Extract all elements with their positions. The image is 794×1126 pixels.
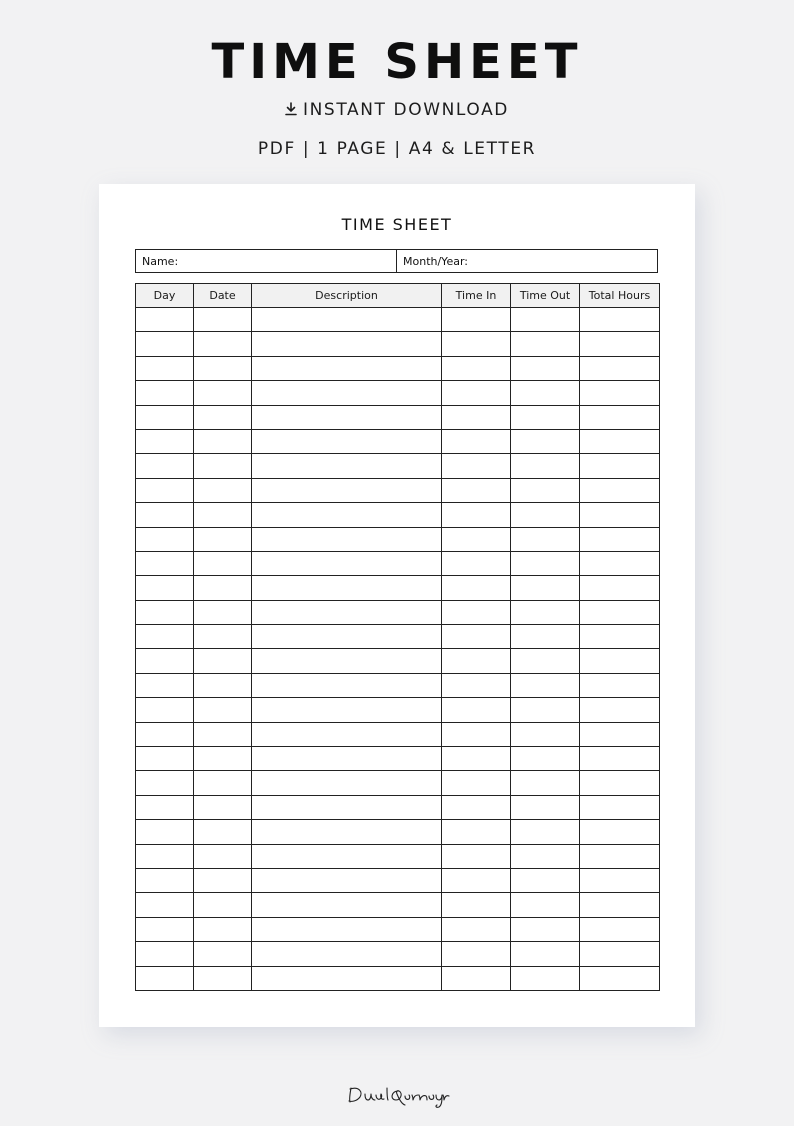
cell-date: [194, 868, 252, 892]
cell-total-hours: [580, 332, 660, 356]
cell-day: [136, 405, 194, 429]
cell-time-in: [442, 698, 511, 722]
cell-day: [136, 966, 194, 990]
table-header-row: [136, 284, 660, 308]
cell-description: [252, 454, 442, 478]
cell-date: [194, 649, 252, 673]
cell-date: [194, 332, 252, 356]
cell-total-hours: [580, 820, 660, 844]
cell-time-out: [511, 381, 580, 405]
cell-time-in: [442, 942, 511, 966]
table-row: [136, 917, 660, 941]
cell-time-in: [442, 332, 511, 356]
cell-day: [136, 429, 194, 453]
table-row: [136, 332, 660, 356]
timesheet-table: [135, 283, 660, 991]
table-row: [136, 844, 660, 868]
cell-total-hours: [580, 405, 660, 429]
cell-time-in: [442, 673, 511, 697]
cell-time-in: [442, 308, 511, 332]
column-header-date: Date: [194, 284, 252, 308]
main-title: TIME SHEET: [211, 34, 583, 90]
cell-total-hours: [580, 868, 660, 892]
cell-description: [252, 942, 442, 966]
cell-description: [252, 332, 442, 356]
column-header-time-out: Time Out: [511, 284, 580, 308]
cell-day: [136, 625, 194, 649]
cell-total-hours: [580, 381, 660, 405]
cell-description: [252, 308, 442, 332]
cell-total-hours: [580, 625, 660, 649]
column-header-total-hours: Total Hours: [580, 284, 660, 308]
table-row: [136, 966, 660, 990]
cell-time-in: [442, 625, 511, 649]
cell-description: [252, 503, 442, 527]
cell-date: [194, 698, 252, 722]
cell-time-out: [511, 844, 580, 868]
cell-day: [136, 478, 194, 502]
cell-day: [136, 673, 194, 697]
table-row: [136, 795, 660, 819]
table-body: [136, 308, 660, 991]
table-row: [136, 551, 660, 575]
cell-time-out: [511, 478, 580, 502]
cell-day: [136, 527, 194, 551]
cell-total-hours: [580, 454, 660, 478]
cell-description: [252, 625, 442, 649]
table-row: [136, 576, 660, 600]
cell-description: [252, 405, 442, 429]
cell-time-out: [511, 551, 580, 575]
cell-time-out: [511, 600, 580, 624]
cell-date: [194, 795, 252, 819]
cell-time-out: [511, 308, 580, 332]
download-icon: [285, 102, 297, 116]
table-row: [136, 405, 660, 429]
cell-date: [194, 478, 252, 502]
instant-download-line: [0, 100, 794, 120]
timesheet-title: TIME SHEET: [341, 215, 453, 234]
table-row: [136, 673, 660, 697]
cell-date: [194, 356, 252, 380]
cell-date: [194, 576, 252, 600]
cell-time-in: [442, 795, 511, 819]
cell-total-hours: [580, 527, 660, 551]
cell-time-in: [442, 747, 511, 771]
cell-time-out: [511, 405, 580, 429]
cell-time-in: [442, 551, 511, 575]
cell-date: [194, 503, 252, 527]
cell-time-in: [442, 600, 511, 624]
cell-description: [252, 478, 442, 502]
cell-date: [194, 722, 252, 746]
month-year-field: Month/Year:: [396, 250, 657, 272]
table-row: [136, 942, 660, 966]
cell-total-hours: [580, 771, 660, 795]
table-row: [136, 820, 660, 844]
cell-time-in: [442, 527, 511, 551]
cell-total-hours: [580, 917, 660, 941]
cell-time-out: [511, 332, 580, 356]
cell-day: [136, 844, 194, 868]
table-row: [136, 698, 660, 722]
cell-time-in: [442, 503, 511, 527]
cell-total-hours: [580, 698, 660, 722]
cell-description: [252, 527, 442, 551]
cell-time-in: [442, 576, 511, 600]
name-field: Name:: [142, 255, 179, 268]
cell-date: [194, 381, 252, 405]
cell-total-hours: [580, 747, 660, 771]
cell-date: [194, 771, 252, 795]
table-row: [136, 747, 660, 771]
cell-time-in: [442, 649, 511, 673]
cell-time-out: [511, 429, 580, 453]
cell-day: [136, 576, 194, 600]
cell-total-hours: [580, 356, 660, 380]
cell-time-out: [511, 966, 580, 990]
table-row: [136, 649, 660, 673]
cell-time-out: [511, 722, 580, 746]
table-row: [136, 503, 660, 527]
cell-time-out: [511, 747, 580, 771]
cell-time-in: [442, 844, 511, 868]
table-row: [136, 771, 660, 795]
cell-time-out: [511, 795, 580, 819]
cell-time-out: [511, 576, 580, 600]
cell-time-in: [442, 429, 511, 453]
cell-day: [136, 649, 194, 673]
cell-day: [136, 820, 194, 844]
cell-total-hours: [580, 649, 660, 673]
table-row: [136, 625, 660, 649]
cell-total-hours: [580, 844, 660, 868]
cell-day: [136, 308, 194, 332]
cell-time-in: [442, 893, 511, 917]
cell-date: [194, 454, 252, 478]
cell-date: [194, 966, 252, 990]
cell-description: [252, 795, 442, 819]
cell-description: [252, 917, 442, 941]
cell-time-out: [511, 625, 580, 649]
cell-description: [252, 673, 442, 697]
table-row: [136, 429, 660, 453]
cell-time-out: [511, 356, 580, 380]
cell-time-out: [511, 771, 580, 795]
cell-description: [252, 893, 442, 917]
cell-date: [194, 405, 252, 429]
cell-time-in: [442, 722, 511, 746]
cell-total-hours: [580, 576, 660, 600]
cell-time-out: [511, 649, 580, 673]
timesheet-page: [99, 184, 695, 1027]
cell-date: [194, 747, 252, 771]
cell-total-hours: [580, 551, 660, 575]
cell-description: [252, 600, 442, 624]
cell-description: [252, 551, 442, 575]
cell-total-hours: [580, 722, 660, 746]
cell-time-in: [442, 966, 511, 990]
cell-day: [136, 356, 194, 380]
cell-day: [136, 942, 194, 966]
cell-date: [194, 942, 252, 966]
format-info: PDF | 1 PAGE | A4 & LETTER: [257, 139, 537, 159]
cell-time-in: [442, 454, 511, 478]
table-row: [136, 356, 660, 380]
table-row: [136, 454, 660, 478]
cell-time-in: [442, 405, 511, 429]
cell-time-out: [511, 454, 580, 478]
table-row: [136, 527, 660, 551]
cell-time-out: [511, 942, 580, 966]
cell-total-hours: [580, 795, 660, 819]
cell-date: [194, 308, 252, 332]
cell-day: [136, 551, 194, 575]
cell-description: [252, 429, 442, 453]
cell-description: [252, 649, 442, 673]
cell-total-hours: [580, 673, 660, 697]
table-row: [136, 722, 660, 746]
cell-description: [252, 381, 442, 405]
cell-day: [136, 454, 194, 478]
cell-description: [252, 844, 442, 868]
cell-time-in: [442, 820, 511, 844]
instant-download-label: INSTANT DOWNLOAD: [303, 100, 509, 120]
cell-day: [136, 868, 194, 892]
cell-day: [136, 771, 194, 795]
info-row: [135, 249, 658, 273]
cell-date: [194, 527, 252, 551]
cell-description: [252, 966, 442, 990]
cell-date: [194, 551, 252, 575]
cell-description: [252, 747, 442, 771]
cell-total-hours: [580, 503, 660, 527]
cell-date: [194, 625, 252, 649]
cell-description: [252, 576, 442, 600]
cell-time-out: [511, 820, 580, 844]
cell-time-in: [442, 381, 511, 405]
cell-date: [194, 844, 252, 868]
cell-description: [252, 722, 442, 746]
table-row: [136, 381, 660, 405]
cell-time-out: [511, 893, 580, 917]
cell-day: [136, 747, 194, 771]
cell-date: [194, 429, 252, 453]
cell-time-out: [511, 673, 580, 697]
cell-description: [252, 771, 442, 795]
cell-time-in: [442, 478, 511, 502]
cell-total-hours: [580, 942, 660, 966]
cell-description: [252, 698, 442, 722]
cell-day: [136, 381, 194, 405]
cell-total-hours: [580, 966, 660, 990]
cell-time-out: [511, 917, 580, 941]
cell-time-out: [511, 698, 580, 722]
cell-description: [252, 820, 442, 844]
cell-total-hours: [580, 893, 660, 917]
cell-day: [136, 917, 194, 941]
cell-day: [136, 795, 194, 819]
table-row: [136, 868, 660, 892]
column-header-day: Day: [136, 284, 194, 308]
column-header-time-in: Time In: [442, 284, 511, 308]
cell-time-out: [511, 868, 580, 892]
cell-total-hours: [580, 429, 660, 453]
cell-day: [136, 722, 194, 746]
cell-time-in: [442, 771, 511, 795]
cell-total-hours: [580, 600, 660, 624]
cell-time-out: [511, 527, 580, 551]
table-row: [136, 893, 660, 917]
cell-day: [136, 893, 194, 917]
cell-description: [252, 356, 442, 380]
table-row: [136, 478, 660, 502]
cell-date: [194, 673, 252, 697]
cell-day: [136, 600, 194, 624]
cell-time-in: [442, 917, 511, 941]
table-row: [136, 308, 660, 332]
signature-logo: [345, 1080, 450, 1110]
cell-day: [136, 503, 194, 527]
table-row: [136, 600, 660, 624]
cell-date: [194, 917, 252, 941]
cell-date: [194, 820, 252, 844]
cell-time-out: [511, 503, 580, 527]
cell-total-hours: [580, 308, 660, 332]
cell-time-in: [442, 868, 511, 892]
cell-day: [136, 698, 194, 722]
cell-total-hours: [580, 478, 660, 502]
cell-date: [194, 893, 252, 917]
cell-description: [252, 868, 442, 892]
column-header-description: Description: [252, 284, 442, 308]
cell-day: [136, 332, 194, 356]
cell-date: [194, 600, 252, 624]
cell-time-in: [442, 356, 511, 380]
